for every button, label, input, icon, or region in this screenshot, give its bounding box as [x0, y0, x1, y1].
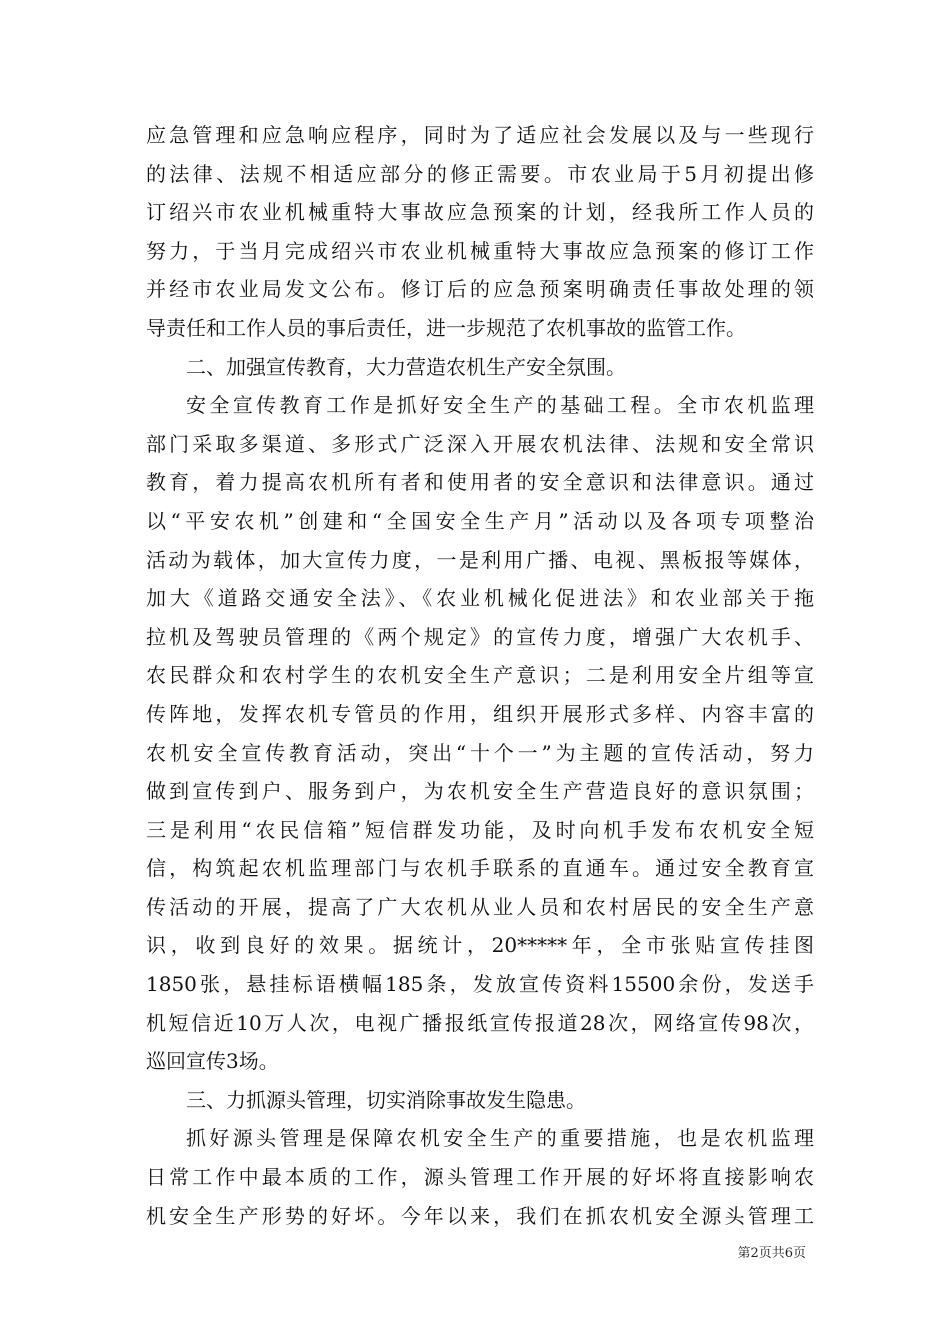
- text-line: 农机安全宣传教育活动，突出“十个一”为主题的宣传活动，努力: [146, 740, 814, 765]
- text-line: 传活动的开展，提高了广大农机从业人员和农村居民的安全生产意: [146, 894, 814, 919]
- text-line: 活动为载体，加大宣传力度，一是利用广播、电视、黑板报等媒体，: [146, 547, 814, 572]
- text-line: 导责任和工作人员的事后责任，进一步规范了农机事故的监管工作。: [146, 315, 746, 340]
- text-line: 抓好源头管理是保障农机安全生产的重要措施，也是农机监理: [186, 1126, 814, 1151]
- text-line: 教育，着力提高农机所有者和使用者的安全意识和法律意识。通过: [146, 470, 814, 495]
- text-line: 安全宣传教育工作是抓好安全生产的基础工程。全市农机监理: [186, 393, 814, 418]
- text-line: 努力，于当月完成绍兴市农业机械重特大事故应急预案的修订工作: [146, 238, 814, 263]
- text-line: 加大《道路交通安全法》、《农业机械化促进法》和农业部关于拖: [146, 586, 814, 611]
- text-line: 传阵地，发挥农机专管员的作用，组织开展形式多样、内容丰富的: [146, 701, 814, 726]
- text-line: 以“平安农机”创建和“全国安全生产月”活动以及各项专项整治: [146, 508, 814, 533]
- document-body: [146, 116, 814, 1235]
- text-line: 拉机及驾驶员管理的《两个规定》的宣传力度，增强广大农机手、: [146, 624, 814, 649]
- text-line: 机安全生产形势的好坏。今年以来，我们在抓农机安全源头管理工: [146, 1203, 814, 1228]
- page-number: 第2页共6页: [737, 1246, 806, 1261]
- text-line: 农民群众和农村学生的农机安全生产意识；二是利用安全片组等宣: [146, 663, 814, 688]
- text-line: 日常工作中最本质的工作，源头管理工作开展的好坏将直接影响农: [146, 1165, 814, 1190]
- text-line: 三是利用“农民信箱”短信群发功能，及时向机手发布农机安全短: [146, 817, 814, 842]
- section-heading: 二、加强宣传教育，大力营造农机生产安全氛围。: [186, 354, 626, 379]
- text-line: 做到宣传到户、服务到户，为农机安全生产营造良好的意识氛围；: [146, 779, 814, 804]
- text-line: 机短信近10万人次，电视广播报纸宣传报道28次，网络宣传98次，: [146, 1010, 814, 1035]
- text-line: 的法律、法规不相适应部分的修正需要。市农业局于5月初提出修: [146, 161, 814, 186]
- text-line: 部门采取多渠道、多形式广泛深入开展农机法律、法规和安全常识: [146, 431, 814, 456]
- text-line: 识，收到良好的效果。据统计，20*****年，全市张贴宣传挂图: [146, 933, 814, 958]
- text-line: 订绍兴市农业机械重特大事故应急预案的计划，经我所工作人员的: [146, 200, 814, 225]
- text-line: 应急管理和应急响应程序，同时为了适应社会发展以及与一些现行: [146, 123, 814, 147]
- text-line: 巡回宣传3场。: [146, 1049, 279, 1074]
- text-line: 1850张，悬挂标语横幅185条，发放宣传资料15500余份，发送手: [146, 972, 814, 997]
- text-line: 信，构筑起农机监理部门与农机手联系的直通车。通过安全教育宣: [146, 856, 814, 881]
- section-heading: 三、力抓源头管理，切实消除事故发生隐患。: [186, 1087, 586, 1112]
- text-line: 并经市农业局发文公布。修订后的应急预案明确责任事故处理的领: [146, 277, 814, 302]
